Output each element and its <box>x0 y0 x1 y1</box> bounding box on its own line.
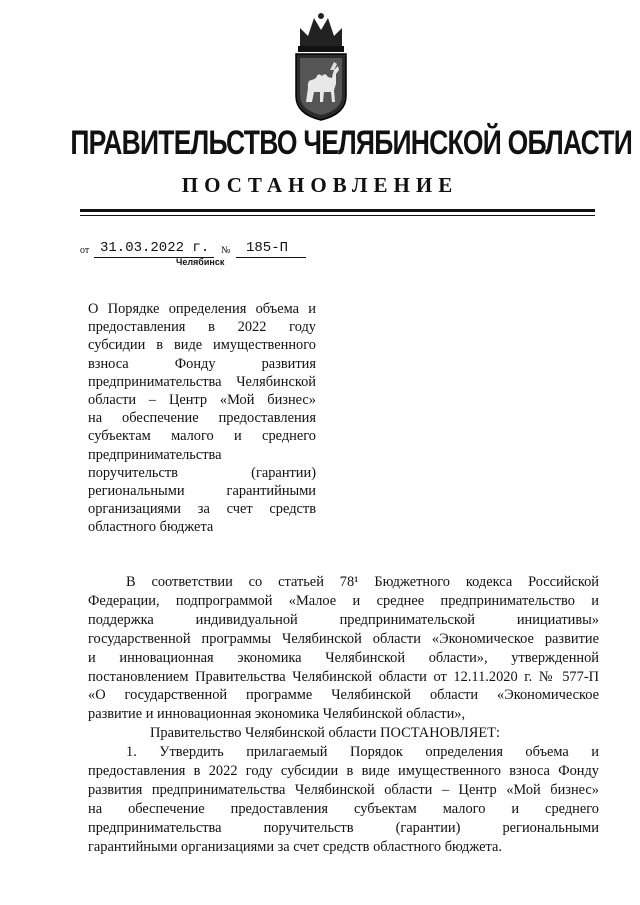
subject-line: О Порядке определения объема и <box>88 301 316 317</box>
subject-line: области – Центр «Мой бизнес» <box>88 392 316 409</box>
subject-line: поручительств (гарантии) <box>88 464 316 481</box>
header-rule-thin <box>80 215 595 216</box>
document-subject <box>88 300 316 537</box>
subject-line: предпринимательства Челябинской <box>88 373 316 390</box>
body-line: гарантийными организациями за счет средств областного бюджета. <box>88 838 502 855</box>
city-name: Челябинск <box>176 257 225 267</box>
body-line: 1. Утвердить прилагаемый Порядок определения объема и <box>126 744 599 761</box>
header-rule-thick <box>80 209 595 212</box>
body-line: предоставления в 2022 году субсидии в виде имущественного взноса Фонду <box>88 763 599 780</box>
body-line: развитие и инновационная экономика Челябинской области», <box>88 706 466 723</box>
document-type: ПОСТАНОВЛЕНИЕ <box>181 173 459 197</box>
body-line: государственной программы Челябинской области «Экономическое развитие <box>88 630 599 647</box>
body-line: поддержка индивидуальной предпринимательской инициативы» <box>88 611 599 628</box>
document-number: 185-П <box>246 240 289 256</box>
body-line: на обеспечение предоставления субъектам малого и среднего <box>88 800 599 817</box>
number-underline <box>236 257 306 258</box>
date-label: от <box>80 245 90 256</box>
coat-of-arms-icon <box>290 10 352 122</box>
subject-line: предпринимательства <box>88 446 222 463</box>
body-line: развития предпринимательства Челябинской области – Центр «Мой бизнес» <box>88 781 599 798</box>
body-line: предпринимательства поручительств (гарантии) региональными <box>88 819 599 836</box>
date-number-row <box>80 238 320 258</box>
subject-line: субсидии в виде имущественного <box>88 337 316 354</box>
subject-line: региональными гарантийными <box>88 483 316 500</box>
body-line: постановлением Правительства Челябинской области от 12.11.2020 г. № 577-П <box>88 668 599 685</box>
number-label: № <box>221 245 231 256</box>
government-title: ПРАВИТЕЛЬСТВО ЧЕЛЯБИНСКОЙ ОБЛАСТИ <box>70 124 633 162</box>
document-body <box>88 573 599 857</box>
subject-line: на обеспечение предоставления <box>88 410 316 427</box>
subject-line: предоставления в 2022 году <box>88 319 316 336</box>
subject-line: взноса Фонду развития <box>88 355 316 372</box>
body-line: и инновационная экономика Челябинской области», утвержденной <box>88 649 599 666</box>
subject-line: областного бюджета <box>88 519 214 536</box>
body-line: Федерации, подпрограммой «Малое и среднее предпринимательство и <box>88 592 599 609</box>
subject-line: организациями за счет средств <box>88 501 316 518</box>
body-line: «О государственной программе Челябинской области «Экономическое <box>88 687 599 704</box>
body-line: В соответствии со статьей 78¹ Бюджетного кодекса Российской <box>126 574 599 590</box>
document-date: 31.03.2022 г. <box>100 240 210 256</box>
resolution-line: Правительство Челябинской области ПОСТАНОВЛЯЕТ: <box>150 725 500 742</box>
subject-line: субъектам малого и среднего <box>88 428 316 445</box>
